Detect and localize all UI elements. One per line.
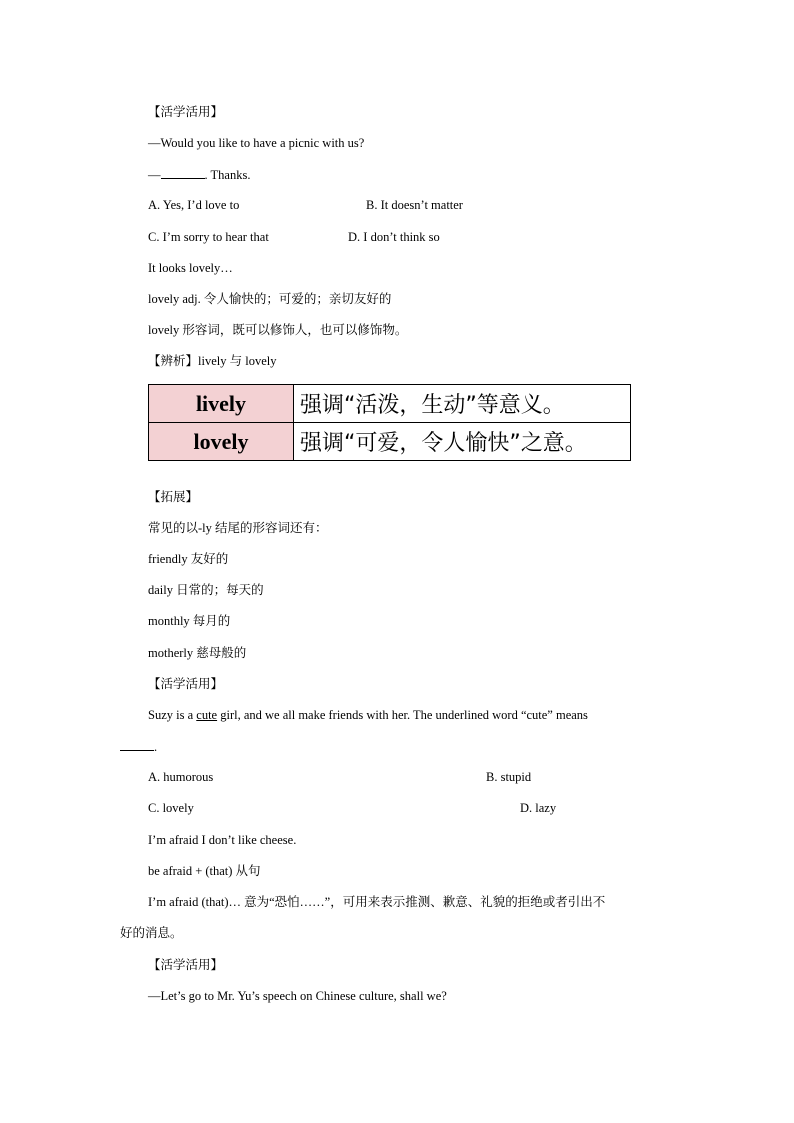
heading-extension: 【拓展】 (148, 490, 199, 504)
comparison-table (148, 384, 631, 461)
list-item: monthly 每月的 (148, 614, 231, 628)
explanation-afraid-line1: I’m afraid (that)… 意为“恐怕……”，可用来表示推测、歉意、礼貌的拒绝或者引出不 (148, 895, 606, 909)
meaning-cell: 强调“活泼，生动”等意义。 (294, 385, 631, 423)
underlined-word: cute (196, 708, 218, 722)
option-d: D. lazy (520, 801, 557, 815)
option-c: C. lovely (148, 801, 194, 815)
heading-practice-3: 【活学活用】 (148, 958, 224, 972)
structure-afraid: be afraid + (that) 从句 (148, 864, 261, 878)
option-a: A. humorous (148, 770, 214, 784)
question-cute-end (120, 738, 157, 755)
meaning-cell: 强调“可爱，令人愉快”之意。 (294, 423, 631, 461)
word-cell: lovely (149, 423, 294, 461)
heading-practice-2: 【活学活用】 (148, 677, 224, 691)
option-b: B. It doesn’t matter (366, 198, 463, 212)
list-item: friendly 友好的 (148, 552, 229, 566)
heading-practice-1: 【活学活用】 (148, 105, 224, 119)
table-row (149, 385, 631, 423)
answer-prefix: — (148, 168, 161, 182)
list-item: motherly 慈母般的 (148, 646, 247, 660)
answer-blank (120, 738, 154, 751)
question-cute-before: Suzy is a (148, 708, 197, 722)
option-a: A. Yes, I’d love to (148, 198, 240, 212)
question-speech: —Let’s go to Mr. Yu’s speech on Chinese culture, shall we? (148, 989, 447, 1003)
question-cute (148, 707, 588, 723)
word-cell: lively (149, 385, 294, 423)
option-b: B. stupid (486, 770, 532, 784)
usage-lovely: lovely 形容词，既可以修饰人，也可以修饰物。 (148, 323, 408, 337)
question-cute-period: . (154, 740, 158, 754)
definition-lovely: lovely adj. 令人愉快的；可爱的；亲切友好的 (148, 292, 392, 306)
table-row (149, 423, 631, 461)
option-c: C. I’m sorry to hear that (148, 230, 269, 244)
question-picnic: —Would you like to have a picnic with us? (148, 136, 365, 150)
question-cute-after: girl, and we all make friends with her. The underlined word “cute” means (217, 708, 588, 722)
answer-suffix: . Thanks. (204, 168, 251, 182)
sentence-looks-lovely: It looks lovely… (148, 261, 233, 275)
list-item: daily 日常的；每天的 (148, 583, 264, 597)
option-d: D. I don’t think so (348, 230, 440, 244)
heading-analysis: 【辨析】lively 与 lovely (148, 354, 277, 368)
sentence-afraid: I’m afraid I don’t like cheese. (148, 833, 297, 847)
answer-line (148, 166, 250, 183)
answer-blank (161, 166, 205, 179)
extension-intro: 常见的以-ly 结尾的形容词还有： (148, 521, 328, 535)
explanation-afraid-line2: 好的消息。 (120, 926, 183, 940)
